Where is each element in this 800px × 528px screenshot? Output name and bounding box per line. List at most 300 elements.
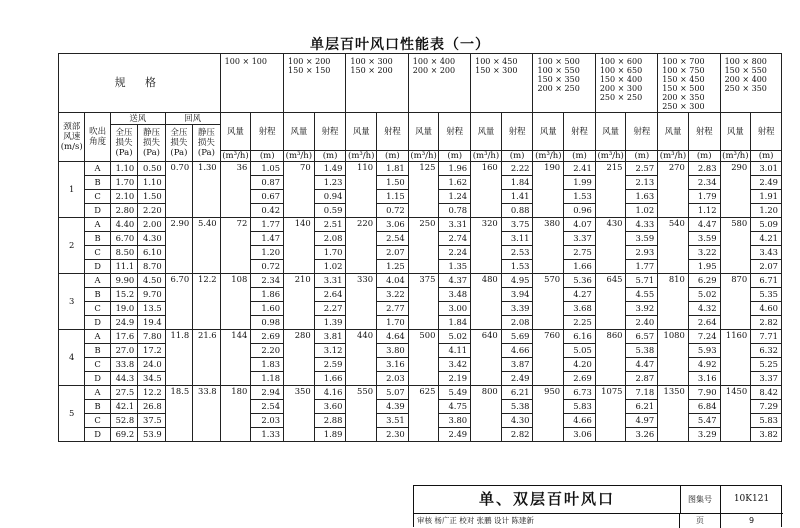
angle-cell: B (85, 288, 110, 302)
throw-value: 2.13 (626, 176, 658, 190)
throw-value: 1.53 (501, 260, 533, 274)
throw-value: 3.80 (439, 414, 471, 428)
size-spec: 150 × 150 (288, 66, 331, 75)
throw-value: 2.82 (501, 428, 533, 442)
angle-cell: A (85, 162, 110, 176)
airflow-header: 风量 (595, 113, 626, 151)
return-static-loss-header: 静压损失(Pa) (193, 125, 220, 162)
throw-value: 3.81 (314, 330, 346, 344)
throw-value: 2.34 (688, 176, 720, 190)
spec-header: 规 格 (59, 54, 221, 113)
airflow-value: 180 (220, 386, 251, 442)
throw-value: 3.59 (688, 232, 720, 246)
throw-value: 4.07 (564, 218, 596, 232)
throw-value: 4.30 (501, 414, 533, 428)
airflow-value: 36 (220, 162, 251, 218)
throw-value: 4.47 (626, 358, 658, 372)
angle-cell: B (85, 232, 110, 246)
size-spec: 150 × 450 (662, 75, 705, 84)
throw-value: 2.40 (626, 316, 658, 330)
throw-value: 2.24 (439, 246, 471, 260)
supply-static-loss: 7.80 (138, 330, 165, 344)
size-spec: 100 × 750 (662, 66, 705, 75)
return-total-loss: 2.90 (165, 218, 192, 274)
throw-value: 3.16 (688, 372, 720, 386)
throw-value: 2.08 (501, 316, 533, 330)
airflow-value: 430 (595, 218, 626, 274)
throw-value: 4.66 (564, 414, 596, 428)
throw-header: 射程 (626, 113, 658, 151)
size-spec: 200 × 200 (412, 66, 456, 75)
size-col-7 (595, 54, 657, 113)
airflow-header: 风量 (533, 113, 564, 151)
throw-value: 0.78 (439, 204, 471, 218)
page-number: 9 (748, 516, 755, 525)
throw-value: 5.83 (564, 400, 596, 414)
supply-total-loss: 42.1 (110, 400, 137, 414)
throw-value: 1.12 (688, 204, 720, 218)
throw-value: 1.84 (501, 176, 533, 190)
performance-table (58, 53, 782, 442)
throw-value: 0.94 (314, 190, 346, 204)
airflow-value: 350 (284, 386, 315, 442)
airflow-value: 375 (408, 274, 439, 330)
throw-value: 3.37 (751, 372, 782, 386)
supply-total-loss: 24.9 (110, 316, 137, 330)
throw-value: 2.94 (251, 386, 284, 400)
throw-value: 3.60 (314, 400, 346, 414)
throw-value: 3.31 (439, 218, 471, 232)
throw-header: 射程 (377, 113, 409, 151)
airflow-value: 190 (533, 162, 564, 218)
throw-value: 1.23 (314, 176, 346, 190)
airflow-value: 330 (346, 274, 377, 330)
airflow-value: 1160 (720, 330, 751, 386)
supply-total-loss: 27.0 (110, 344, 137, 358)
airflow-value: 290 (720, 162, 751, 218)
airflow-unit: (m³/h) (284, 151, 315, 162)
throw-value: 1.66 (314, 372, 346, 386)
airflow-header: 风量 (220, 113, 251, 151)
size-spec: 200 × 300 (599, 84, 643, 93)
throw-value: 3.75 (501, 218, 533, 232)
throw-value: 3.39 (501, 302, 533, 316)
angle-cell: B (85, 400, 110, 414)
angle-cell: A (85, 330, 110, 344)
throw-value: 1.02 (314, 260, 346, 274)
page-label: 页 (680, 513, 721, 528)
size-col-3 (346, 54, 408, 113)
throw-value: 1.20 (251, 246, 284, 260)
throw-value: 2.19 (439, 372, 471, 386)
supply-static-loss: 0.50 (138, 162, 165, 176)
angle-cell: D (85, 260, 110, 274)
return-total-loss-header: 全压损失(Pa) (165, 125, 192, 162)
throw-value: 4.37 (439, 274, 471, 288)
throw-unit: (m) (439, 151, 471, 162)
throw-value: 2.49 (751, 176, 782, 190)
throw-value: 6.71 (751, 274, 782, 288)
size-spec: 200 × 400 (724, 75, 767, 84)
angle-cell: D (85, 428, 110, 442)
size-col-5 (471, 54, 533, 113)
throw-value: 2.08 (314, 232, 346, 246)
angle-cell: B (85, 344, 110, 358)
throw-value: 2.54 (377, 232, 409, 246)
size-spec: 200 × 350 (662, 93, 705, 102)
airflow-value: 625 (408, 386, 439, 442)
throw-value: 5.93 (688, 344, 720, 358)
airflow-value: 380 (533, 218, 564, 274)
throw-unit: (m) (314, 151, 346, 162)
airflow-value: 160 (471, 162, 502, 218)
airflow-unit: (m³/h) (471, 151, 502, 162)
throw-value: 1.83 (251, 358, 284, 372)
throw-value: 2.03 (251, 414, 284, 428)
supply-total-loss: 1.10 (110, 162, 137, 176)
throw-value: 1.25 (377, 260, 409, 274)
table-row (59, 330, 782, 344)
airflow-value: 440 (346, 330, 377, 386)
airflow-unit: (m³/h) (220, 151, 251, 162)
throw-value: 5.09 (751, 218, 782, 232)
throw-value: 3.68 (564, 302, 596, 316)
angle-cell: C (85, 246, 110, 260)
throw-value: 1.70 (314, 246, 346, 260)
title-block (413, 485, 782, 527)
throw-value: 2.20 (251, 344, 284, 358)
size-spec: 100 × 700 (662, 57, 705, 66)
airflow-value: 108 (220, 274, 251, 330)
size-col-6 (533, 54, 595, 113)
supply-total-loss: 6.70 (110, 232, 137, 246)
throw-value: 2.74 (439, 232, 471, 246)
throw-value: 5.25 (751, 358, 782, 372)
throw-value: 3.26 (626, 428, 658, 442)
throw-value: 1.91 (751, 190, 782, 204)
throw-value: 5.71 (626, 274, 658, 288)
airflow-value: 1080 (658, 330, 689, 386)
supply-total-loss: 2.10 (110, 190, 137, 204)
airflow-value: 110 (346, 162, 377, 218)
supply-static-loss: 8.70 (138, 260, 165, 274)
airflow-value: 215 (595, 162, 626, 218)
airflow-value: 500 (408, 330, 439, 386)
throw-value: 5.38 (626, 344, 658, 358)
throw-value: 4.92 (688, 358, 720, 372)
throw-value: 4.21 (751, 232, 782, 246)
throw-value: 1.89 (314, 428, 346, 442)
supply-static-loss: 13.5 (138, 302, 165, 316)
throw-value: 3.01 (751, 162, 782, 176)
throw-value: 2.88 (314, 414, 346, 428)
throw-unit: (m) (501, 151, 533, 162)
airflow-unit: (m³/h) (595, 151, 626, 162)
airflow-unit: (m³/h) (408, 151, 439, 162)
throw-header: 射程 (751, 113, 782, 151)
throw-value: 1.63 (626, 190, 658, 204)
airflow-value: 810 (658, 274, 689, 330)
throw-value: 4.66 (501, 344, 533, 358)
airflow-value: 950 (533, 386, 564, 442)
airflow-unit: (m³/h) (658, 151, 689, 162)
airflow-value: 540 (658, 218, 689, 274)
throw-value: 4.04 (377, 274, 409, 288)
size-spec: 100 × 500 (537, 57, 580, 66)
throw-value: 1.95 (688, 260, 720, 274)
throw-value: 2.64 (314, 288, 346, 302)
throw-value: 1.77 (251, 218, 284, 232)
throw-value: 3.94 (501, 288, 533, 302)
velocity-cell: 3 (59, 274, 85, 330)
throw-value: 3.42 (439, 358, 471, 372)
return-static-loss: 21.6 (193, 330, 220, 386)
return-total-loss: 11.8 (165, 330, 192, 386)
throw-value: 4.32 (688, 302, 720, 316)
table-row (59, 274, 782, 288)
throw-value: 1.05 (251, 162, 284, 176)
throw-value: 1.81 (377, 162, 409, 176)
airflow-unit: (m³/h) (720, 151, 751, 162)
throw-value: 3.22 (377, 288, 409, 302)
airflow-value: 270 (658, 162, 689, 218)
size-spec: 100 × 650 (599, 66, 643, 75)
airflow-unit: (m³/h) (533, 151, 564, 162)
supply-total-loss: 52.8 (110, 414, 137, 428)
throw-value: 3.29 (688, 428, 720, 442)
angle-cell: A (85, 386, 110, 400)
table-row (59, 218, 782, 232)
throw-value: 7.90 (688, 386, 720, 400)
size-spec: 150 × 200 (350, 66, 393, 75)
throw-value: 3.11 (501, 232, 533, 246)
airflow-value: 1075 (595, 386, 626, 442)
throw-value: 2.30 (377, 428, 409, 442)
angle-cell: C (85, 302, 110, 316)
supply-static-loss: 4.50 (138, 274, 165, 288)
airflow-value: 144 (220, 330, 251, 386)
throw-value: 4.33 (626, 218, 658, 232)
airflow-header: 风量 (471, 113, 502, 151)
throw-value: 3.92 (626, 302, 658, 316)
size-spec: 250 × 300 (662, 102, 705, 111)
airflow-value: 250 (408, 218, 439, 274)
throw-value: 1.86 (251, 288, 284, 302)
throw-value: 2.82 (751, 316, 782, 330)
throw-value: 5.02 (439, 330, 471, 344)
throw-value: 2.03 (377, 372, 409, 386)
airflow-value: 580 (720, 218, 751, 274)
supply-static-loss-header: 静压损失(Pa) (138, 125, 165, 162)
supply-total-loss: 8.50 (110, 246, 137, 260)
return-static-loss: 33.8 (193, 386, 220, 442)
throw-value: 0.87 (251, 176, 284, 190)
supply-total-loss: 69.2 (110, 428, 137, 442)
throw-value: 6.21 (626, 400, 658, 414)
throw-value: 2.53 (501, 246, 533, 260)
throw-value: 1.33 (251, 428, 284, 442)
supply-total-loss: 27.5 (110, 386, 137, 400)
throw-value: 4.97 (626, 414, 658, 428)
supply-total-loss: 11.1 (110, 260, 137, 274)
table-title: 单层百叶风口性能表（一） (310, 37, 490, 53)
throw-value: 1.02 (626, 204, 658, 218)
throw-unit: (m) (377, 151, 409, 162)
supply-static-loss: 24.0 (138, 358, 165, 372)
airflow-value: 860 (595, 330, 626, 386)
throw-value: 5.49 (439, 386, 471, 400)
throw-value: 3.43 (751, 246, 782, 260)
throw-value: 2.69 (564, 372, 596, 386)
airflow-value: 870 (720, 274, 751, 330)
size-spec: 150 × 300 (475, 66, 518, 75)
throw-value: 3.87 (501, 358, 533, 372)
supply-static-loss: 37.5 (138, 414, 165, 428)
throw-value: 1.39 (314, 316, 346, 330)
throw-value: 3.06 (564, 428, 596, 442)
supply-total-loss: 17.6 (110, 330, 137, 344)
throw-value: 6.73 (564, 386, 596, 400)
throw-value: 1.50 (377, 176, 409, 190)
throw-value: 1.62 (439, 176, 471, 190)
throw-value: 4.95 (501, 274, 533, 288)
throw-value: 2.07 (377, 246, 409, 260)
angle-cell: A (85, 274, 110, 288)
throw-value: 6.29 (688, 274, 720, 288)
size-col-1 (220, 54, 283, 113)
throw-unit: (m) (626, 151, 658, 162)
throw-value: 5.35 (751, 288, 782, 302)
throw-value: 2.51 (314, 218, 346, 232)
size-spec: 250 × 350 (724, 84, 767, 93)
throw-value: 7.18 (626, 386, 658, 400)
throw-value: 0.96 (564, 204, 596, 218)
angle-cell: C (85, 190, 110, 204)
supply-total-loss: 33.8 (110, 358, 137, 372)
throw-value: 3.12 (314, 344, 346, 358)
return-header: 回风 (165, 113, 220, 125)
throw-value: 2.34 (251, 274, 284, 288)
supply-total-loss: 1.70 (110, 176, 137, 190)
throw-value: 3.22 (688, 246, 720, 260)
velocity-cell: 1 (59, 162, 85, 218)
throw-value: 0.72 (251, 260, 284, 274)
airflow-value: 72 (220, 218, 251, 274)
throw-value: 2.59 (314, 358, 346, 372)
throw-value: 1.77 (626, 260, 658, 274)
supply-total-loss: 2.80 (110, 204, 137, 218)
throw-value: 2.57 (626, 162, 658, 176)
size-col-8 (658, 54, 720, 113)
supply-static-loss: 1.10 (138, 176, 165, 190)
throw-value: 5.38 (501, 400, 533, 414)
throw-value: 2.25 (564, 316, 596, 330)
size-spec: 150 × 500 (662, 84, 705, 93)
supply-total-loss-header: 全压损失(Pa) (110, 125, 137, 162)
throw-value: 8.42 (751, 386, 782, 400)
airflow-value: 280 (284, 330, 315, 386)
supply-total-loss: 15.2 (110, 288, 137, 302)
throw-header: 射程 (501, 113, 533, 151)
throw-value: 2.27 (314, 302, 346, 316)
airflow-unit: (m³/h) (346, 151, 377, 162)
angle-cell: D (85, 204, 110, 218)
throw-value: 2.49 (439, 428, 471, 442)
throw-value: 5.83 (751, 414, 782, 428)
supply-static-loss: 12.2 (138, 386, 165, 400)
supply-static-loss: 4.30 (138, 232, 165, 246)
throw-value: 4.16 (314, 386, 346, 400)
throw-value: 0.98 (251, 316, 284, 330)
angle-cell: D (85, 372, 110, 386)
size-spec: 100 × 800 (724, 57, 767, 66)
airflow-value: 1450 (720, 386, 751, 442)
throw-value: 4.27 (564, 288, 596, 302)
throw-value: 3.59 (626, 232, 658, 246)
airflow-value: 640 (471, 330, 502, 386)
size-col-9 (720, 54, 781, 113)
velocity-cell: 2 (59, 218, 85, 274)
throw-header: 射程 (564, 113, 596, 151)
size-spec: 100 × 100 (224, 57, 267, 66)
throw-header: 射程 (439, 113, 471, 151)
throw-value: 5.05 (564, 344, 596, 358)
throw-unit: (m) (751, 151, 782, 162)
throw-value: 1.49 (314, 162, 346, 176)
supply-static-loss: 2.20 (138, 204, 165, 218)
airflow-value: 125 (408, 162, 439, 218)
throw-value: 4.75 (439, 400, 471, 414)
throw-value: 4.20 (564, 358, 596, 372)
supply-static-loss: 53.9 (138, 428, 165, 442)
throw-value: 0.88 (501, 204, 533, 218)
airflow-value: 480 (471, 274, 502, 330)
velocity-cell: 5 (59, 386, 85, 442)
supply-static-loss: 26.8 (138, 400, 165, 414)
angle-cell: B (85, 176, 110, 190)
supply-static-loss: 17.2 (138, 344, 165, 358)
throw-value: 2.87 (626, 372, 658, 386)
throw-header: 射程 (251, 113, 284, 151)
throw-unit: (m) (564, 151, 596, 162)
throw-value: 1.41 (501, 190, 533, 204)
throw-value: 2.41 (564, 162, 596, 176)
throw-value: 4.11 (439, 344, 471, 358)
throw-value: 6.57 (626, 330, 658, 344)
atlas-number-label: 图集号 (680, 486, 721, 514)
throw-value: 2.54 (251, 400, 284, 414)
throw-value: 4.64 (377, 330, 409, 344)
throw-value: 3.00 (439, 302, 471, 316)
supply-static-loss: 19.4 (138, 316, 165, 330)
throw-value: 0.72 (377, 204, 409, 218)
angle-cell: A (85, 218, 110, 232)
size-spec: 100 × 300 (350, 57, 393, 66)
size-spec: 150 × 550 (724, 66, 767, 75)
size-spec: 200 × 250 (537, 84, 580, 93)
airflow-value: 760 (533, 330, 564, 386)
throw-value: 6.32 (751, 344, 782, 358)
throw-value: 6.21 (501, 386, 533, 400)
airflow-header: 风量 (408, 113, 439, 151)
size-spec: 100 × 400 (412, 57, 456, 66)
atlas-number-value: 10K121 (720, 486, 783, 514)
return-total-loss: 18.5 (165, 386, 192, 442)
throw-value: 0.42 (251, 204, 284, 218)
airflow-header: 风量 (720, 113, 751, 151)
signature-row: 审核 杨广正 校对 张鹏 设计 陈建新 (414, 513, 680, 528)
airflow-value: 70 (284, 162, 315, 218)
